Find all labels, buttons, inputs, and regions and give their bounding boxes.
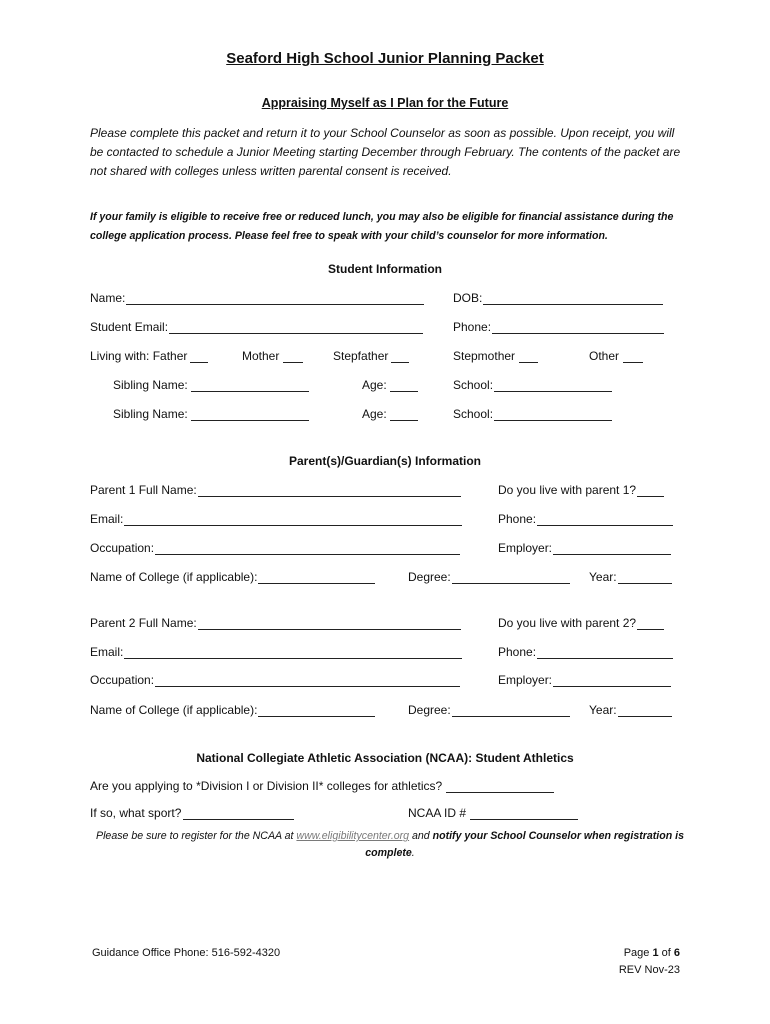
parent-2-occupation-line[interactable] (155, 675, 460, 687)
sport-line[interactable] (183, 808, 294, 820)
sibling-1-name-field[interactable] (113, 378, 309, 392)
student-email-label: Student Email: (90, 320, 169, 334)
page-of: of (658, 947, 674, 959)
parent-1-name-field[interactable] (90, 483, 461, 497)
parent-2-employer-field[interactable] (498, 673, 671, 687)
parent-2-email-line[interactable] (124, 647, 462, 659)
dob-field[interactable] (453, 291, 663, 305)
page-current: 1 (652, 947, 659, 959)
parent-2-email-label: Email: (90, 645, 124, 659)
parent-2-name-line[interactable] (198, 618, 461, 630)
page-title: Seaford High School Junior Planning Packet (226, 50, 544, 67)
parent-1-degree-field[interactable] (408, 570, 570, 584)
sibling-1-name-label: Sibling Name: (113, 378, 188, 392)
parent-1-live-label: Do you live with parent 1? (498, 483, 637, 497)
stepmother-line[interactable] (519, 351, 538, 363)
parent-1-occupation-line[interactable] (155, 543, 460, 555)
sibling-1-age-line[interactable] (390, 380, 418, 392)
ncaa-heading: National Collegiate Athletic Association (NCAA): Student Athletics (196, 751, 574, 765)
sibling-2-school-field[interactable] (453, 407, 612, 421)
parent-2-employer-line[interactable] (553, 675, 671, 687)
note-prefix: Please be sure to register for the NCAA at (96, 830, 297, 842)
note-suffix: . (411, 847, 415, 859)
parent-1-phone-field[interactable] (498, 512, 673, 526)
page-total: 6 (673, 947, 680, 959)
parent-2-college-field[interactable] (90, 703, 375, 717)
lunch-notice: If your family is eligible to receive free or reduced lunch, you may also be eligible for financial assistance during the college application process. Please feel free to speak with your child’s counselor for more information. (90, 211, 674, 242)
parent-2-degree-field[interactable] (408, 703, 570, 717)
mother-line[interactable] (283, 351, 303, 363)
other-label: Other (589, 349, 620, 363)
dob-label: DOB: (453, 291, 483, 305)
sibling-1-name-line[interactable] (191, 380, 309, 392)
ncaa-id-field[interactable] (408, 806, 578, 820)
parent-1-email-field[interactable] (90, 512, 462, 526)
student-phone-field[interactable] (453, 320, 664, 334)
parent-2-year-line[interactable] (618, 705, 672, 717)
parent-1-year-line[interactable] (618, 572, 672, 584)
parent-1-degree-label: Degree: (408, 570, 451, 584)
dob-line[interactable] (483, 293, 663, 305)
parent-2-degree-line[interactable] (452, 705, 570, 717)
parent-1-college-line[interactable] (258, 572, 375, 584)
living-with-label: Living with: Father (90, 349, 188, 363)
parent-2-college-label: Name of College (if applicable): (90, 703, 258, 717)
parent-1-email-label: Email: (90, 512, 124, 526)
parent-1-name-line[interactable] (198, 485, 461, 497)
stepfather-line[interactable] (391, 351, 409, 363)
student-name-line[interactable] (126, 293, 424, 305)
ncaa-id-line[interactable] (470, 808, 578, 820)
living-mother-field[interactable] (242, 349, 303, 363)
parent-1-live-line[interactable] (637, 485, 664, 497)
parent-1-degree-line[interactable] (452, 572, 570, 584)
division-question-label: Are you applying to *Division I or Division II* colleges for athletics? (90, 779, 443, 793)
father-line[interactable] (190, 351, 208, 363)
parent-1-college-field[interactable] (90, 570, 375, 584)
revision-label: REV Nov-23 (618, 964, 680, 976)
sibling-1-age-field[interactable] (362, 378, 418, 392)
student-email-field[interactable] (90, 320, 423, 334)
parent-2-year-field[interactable] (589, 703, 672, 717)
intro-paragraph: Please complete this packet and return it to your School Counselor as soon as possible. Upon receipt, you will be contacted to schedule a Junior Meeting starting December through February. The contents of the packet are not shared with colleges unless written parental consent is received. (90, 126, 681, 178)
note-middle: and (409, 830, 433, 842)
student-name-field[interactable] (90, 291, 424, 305)
sibling-2-age-line[interactable] (390, 409, 418, 421)
parent-1-year-field[interactable] (589, 570, 672, 584)
parent-1-year-label: Year: (589, 570, 617, 584)
student-name-label: Name: (90, 291, 126, 305)
parent-2-occupation-label: Occupation: (90, 673, 155, 687)
parent-2-phone-label: Phone: (498, 645, 537, 659)
parent-2-phone-field[interactable] (498, 645, 673, 659)
parent-2-email-field[interactable] (90, 645, 462, 659)
sibling-1-age-label: Age: (362, 378, 387, 392)
note-bold-text: notify your School Counselor when registration is complete (365, 830, 684, 859)
ncaa-id-label: NCAA ID # (408, 806, 467, 820)
sibling-1-school-field[interactable] (453, 378, 612, 392)
parent-1-name-label: Parent 1 Full Name: (90, 483, 197, 497)
ncaa-registration-note (90, 828, 690, 862)
parent-2-employer-label: Employer: (498, 673, 553, 687)
sibling-1-school-label: School: (453, 378, 494, 392)
parent-2-live-label: Do you live with parent 2? (498, 616, 637, 630)
parent-2-phone-line[interactable] (537, 647, 673, 659)
sibling-2-school-line[interactable] (494, 409, 612, 421)
parent-1-occupation-label: Occupation: (90, 541, 155, 555)
sport-field[interactable] (90, 806, 294, 820)
sport-label: If so, what sport? (90, 806, 182, 820)
parent-1-college-label: Name of College (if applicable): (90, 570, 258, 584)
parent-2-name-field[interactable] (90, 616, 461, 630)
page-subtitle: Appraising Myself as I Plan for the Future (261, 96, 509, 110)
sibling-2-age-label: Age: (362, 407, 387, 421)
division-question-field[interactable] (90, 779, 554, 793)
division-answer-line[interactable] (446, 781, 554, 793)
parent-2-year-label: Year: (589, 703, 617, 717)
parent-1-phone-label: Phone: (498, 512, 537, 526)
page-prefix: Page (623, 947, 653, 959)
stepmother-label: Stepmother (453, 349, 516, 363)
living-stepmother-field[interactable] (453, 349, 538, 363)
student-email-line[interactable] (169, 322, 423, 334)
other-line[interactable] (623, 351, 643, 363)
living-other-field[interactable] (589, 349, 643, 363)
student-phone-line[interactable] (492, 322, 664, 334)
living-stepfather-field[interactable] (333, 349, 409, 363)
guidance-phone: Guidance Office Phone: 516-592-4320 (92, 947, 281, 959)
parent-1-employer-line[interactable] (553, 543, 671, 555)
page-number (560, 947, 680, 959)
parent-1-email-line[interactable] (124, 514, 462, 526)
parent-2-college-line[interactable] (258, 705, 375, 717)
eligibility-center-link[interactable]: www.eligibilitycenter.org (296, 830, 410, 842)
sibling-2-age-field[interactable] (362, 407, 418, 421)
parent-1-employer-label: Employer: (498, 541, 553, 555)
parent-2-occupation-field[interactable] (90, 673, 460, 687)
sibling-1-school-line[interactable] (494, 380, 612, 392)
sibling-2-school-label: School: (453, 407, 494, 421)
mother-label: Mother (242, 349, 280, 363)
parent-1-employer-field[interactable] (498, 541, 671, 555)
parent-2-name-label: Parent 2 Full Name: (90, 616, 197, 630)
parent-2-live-line[interactable] (637, 618, 664, 630)
student-info-heading: Student Information (328, 262, 442, 276)
parent-2-degree-label: Degree: (408, 703, 451, 717)
sibling-2-name-label: Sibling Name: (113, 407, 188, 421)
parent-info-heading: Parent(s)/Guardian(s) Information (288, 454, 482, 468)
parent-1-live-field[interactable] (498, 483, 664, 497)
parent-1-phone-line[interactable] (537, 514, 673, 526)
sibling-2-name-line[interactable] (191, 409, 309, 421)
living-father-field[interactable] (90, 349, 208, 363)
sibling-2-name-field[interactable] (113, 407, 309, 421)
parent-2-live-field[interactable] (498, 616, 664, 630)
stepfather-label: Stepfather (333, 349, 389, 363)
student-phone-label: Phone: (453, 320, 492, 334)
parent-1-occupation-field[interactable] (90, 541, 460, 555)
